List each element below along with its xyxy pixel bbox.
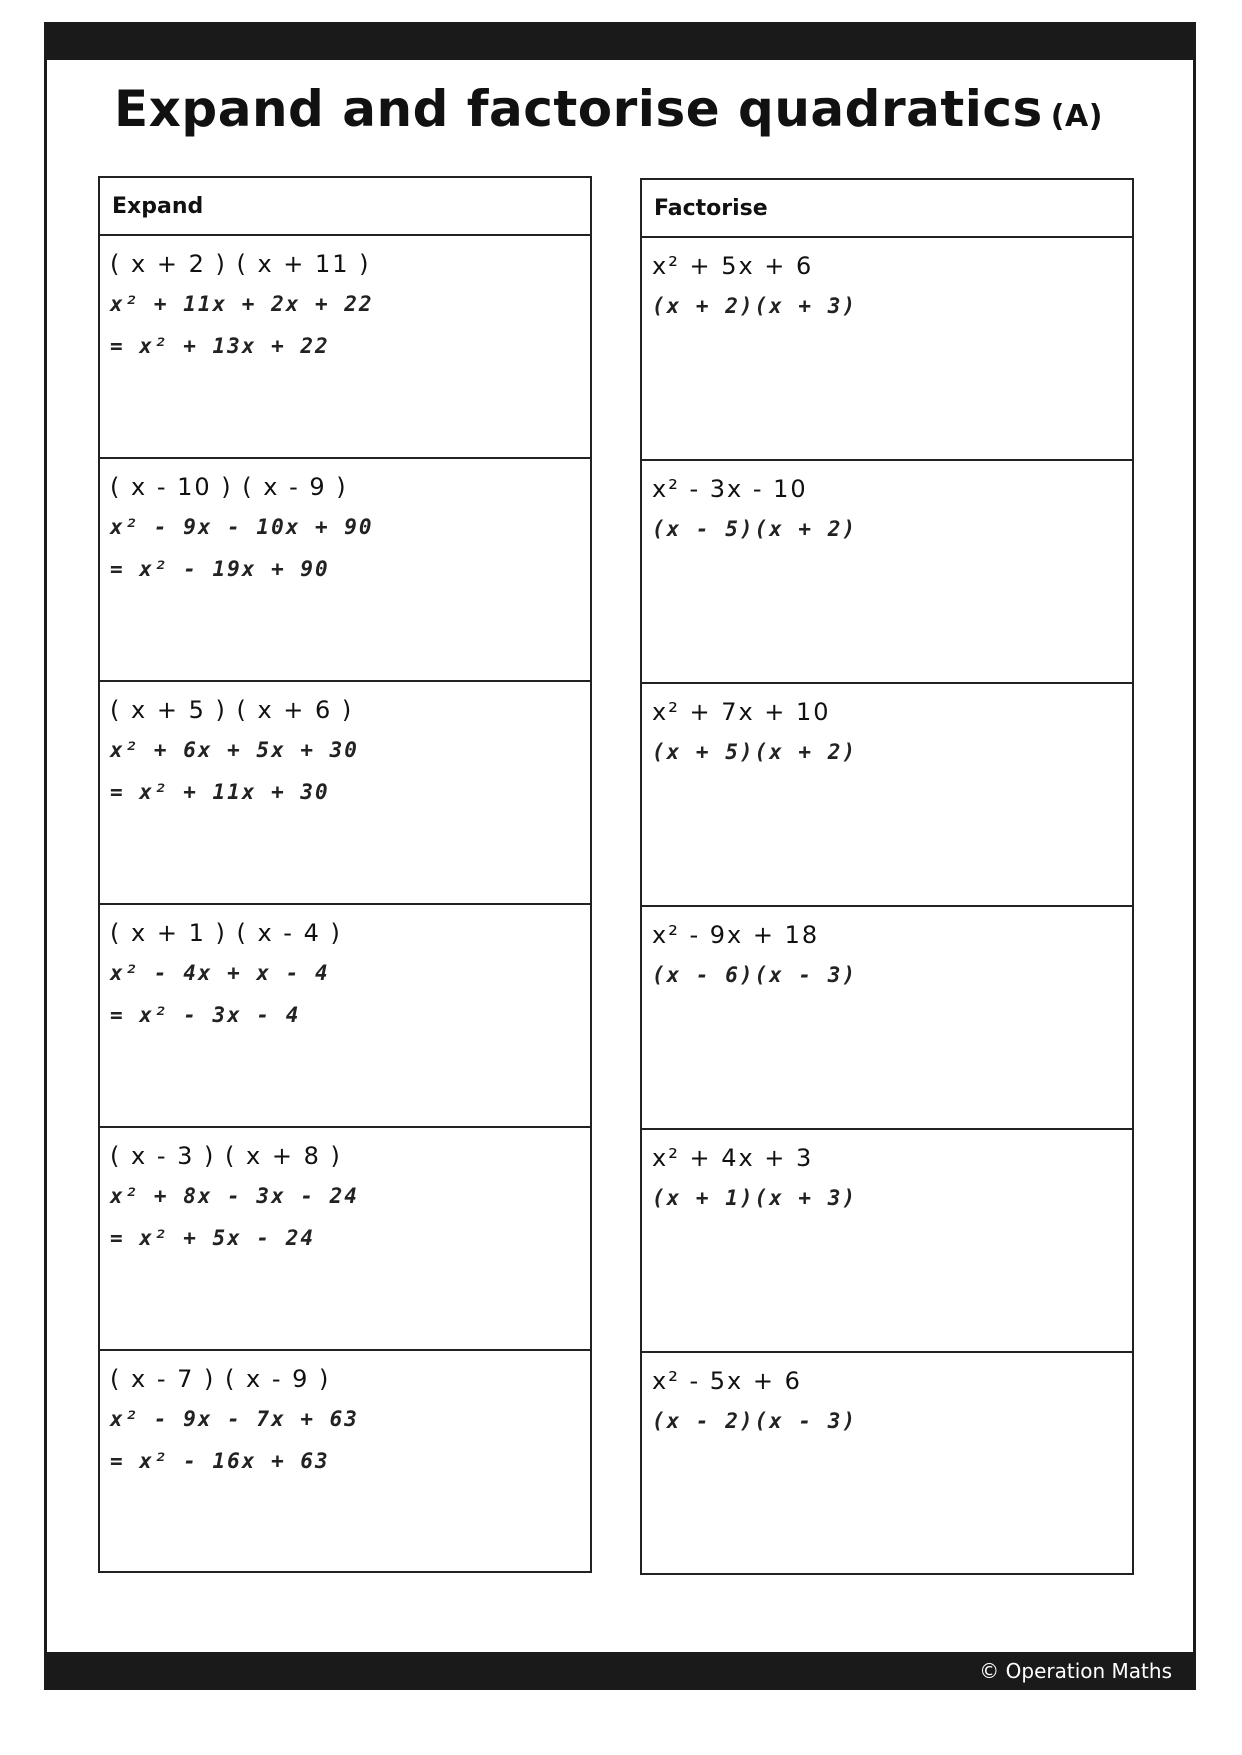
page-title <box>114 80 1103 138</box>
handwritten-answer: = x² + 13x + 22 <box>110 334 330 358</box>
handwritten-answer: = x² - 3x - 4 <box>110 1003 301 1027</box>
expand-problem: ( x + 2 ) ( x + 11 ) <box>110 250 371 278</box>
handwritten-work: x² - 4x + x - 4 <box>110 961 330 985</box>
handwritten-answer: = x² - 16x + 63 <box>110 1449 330 1473</box>
expand-header: Expand <box>100 178 590 236</box>
factorise-header: Factorise <box>642 180 1132 238</box>
factorise-cell <box>642 907 1132 1130</box>
handwritten-work: x² + 6x + 5x + 30 <box>110 738 359 762</box>
handwritten-answer: (x - 6)(x - 3) <box>652 963 858 987</box>
handwritten-answer: (x + 2)(x + 3) <box>652 294 858 318</box>
factorise-cell <box>642 1130 1132 1353</box>
handwritten-work: x² - 9x - 10x + 90 <box>110 515 374 539</box>
factorise-column <box>640 178 1134 1575</box>
factorise-cell <box>642 238 1132 461</box>
expand-problem: ( x - 7 ) ( x - 9 ) <box>110 1365 331 1393</box>
title-suffix: (A) <box>1050 99 1103 134</box>
factorise-problem: x² - 3x - 10 <box>652 475 808 503</box>
handwritten-answer: = x² + 11x + 30 <box>110 780 330 804</box>
expand-cell <box>100 905 590 1128</box>
factorise-problem: x² + 7x + 10 <box>652 698 831 726</box>
handwritten-answer: (x + 1)(x + 3) <box>652 1186 858 1210</box>
handwritten-work: x² - 9x - 7x + 63 <box>110 1407 359 1431</box>
expand-problem: ( x - 3 ) ( x + 8 ) <box>110 1142 342 1170</box>
handwritten-answer: (x - 2)(x - 3) <box>652 1409 858 1433</box>
handwritten-answer: (x + 5)(x + 2) <box>652 740 858 764</box>
factorise-cell <box>642 461 1132 684</box>
factorise-problem: x² - 9x + 18 <box>652 921 820 949</box>
handwritten-answer: = x² + 5x - 24 <box>110 1226 316 1250</box>
expand-cell <box>100 682 590 905</box>
expand-column <box>98 176 592 1573</box>
expand-problem: ( x - 10 ) ( x - 9 ) <box>110 473 348 501</box>
expand-problem: ( x + 5 ) ( x + 6 ) <box>110 696 354 724</box>
expand-cell <box>100 1128 590 1351</box>
factorise-cell <box>642 1353 1132 1576</box>
top-border-bar <box>44 22 1196 60</box>
handwritten-answer: = x² - 19x + 90 <box>110 557 330 581</box>
factorise-cell <box>642 684 1132 907</box>
handwritten-work: x² + 11x + 2x + 22 <box>110 292 374 316</box>
factorise-problem: x² + 5x + 6 <box>652 252 814 280</box>
factorise-problem: x² - 5x + 6 <box>652 1367 802 1395</box>
handwritten-work: x² + 8x - 3x - 24 <box>110 1184 359 1208</box>
expand-cell <box>100 1351 590 1574</box>
expand-cell <box>100 236 590 459</box>
title-text: Expand and factorise quadratics <box>114 80 1043 138</box>
handwritten-answer: (x - 5)(x + 2) <box>652 517 858 541</box>
factorise-problem: x² + 4x + 3 <box>652 1144 814 1172</box>
copyright-text: © Operation Maths <box>979 1659 1172 1683</box>
expand-problem: ( x + 1 ) ( x - 4 ) <box>110 919 342 947</box>
expand-cell <box>100 459 590 682</box>
